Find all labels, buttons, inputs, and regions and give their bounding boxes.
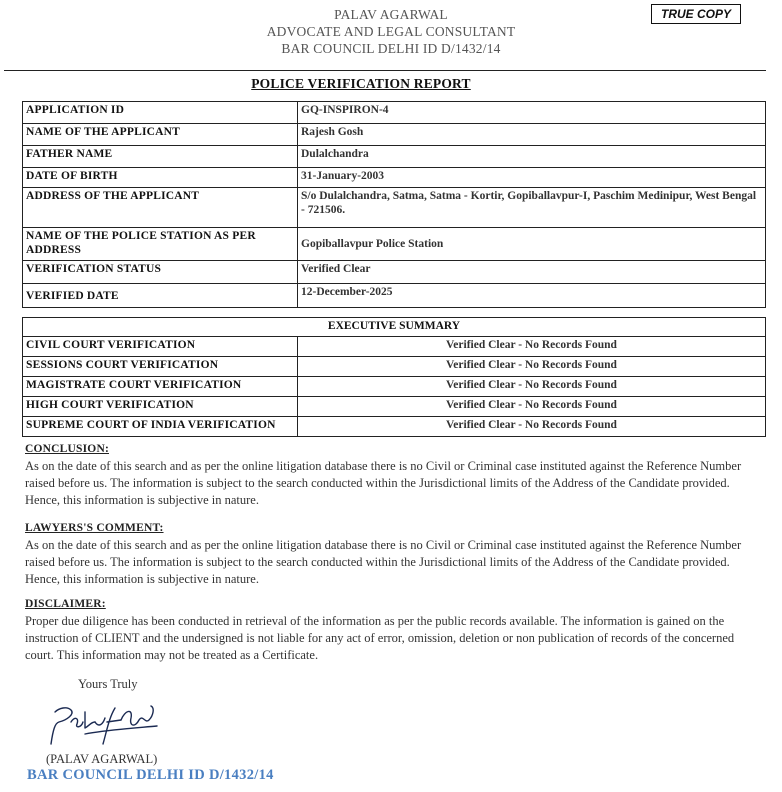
court-result: Verified Clear - No Records Found: [298, 417, 766, 437]
row-label: VERIFIED DATE: [23, 284, 298, 308]
conclusion-title: CONCLUSION:: [25, 443, 109, 455]
true-copy-stamp: TRUE COPY: [651, 4, 741, 24]
court-label: CIVIL COURT VERIFICATION: [23, 337, 298, 357]
row-value: Dulalchandra: [298, 146, 766, 168]
court-label: SUPREME COURT OF INDIA VERIFICATION: [23, 417, 298, 437]
conclusion-text: As on the date of this search and as per the online litigation database there is no Civil or Criminal case instituted against the Reference Number raised before us. The information is subject to the search conducted within the Jurisdictional limits of the Address of the Candidate provided. Hence, this information is subjective in nature.: [25, 459, 742, 507]
table-row: [23, 337, 766, 357]
disclaimer-section: [25, 596, 763, 664]
lawyers-comment-title: LAWYERS'S COMMENT:: [25, 522, 164, 534]
court-label: MAGISTRATE COURT VERIFICATION: [23, 377, 298, 397]
table-row: [23, 146, 766, 168]
table-row: [23, 284, 766, 308]
court-result: Verified Clear - No Records Found: [298, 357, 766, 377]
advocate-designation: ADVOCATE AND LEGAL CONSULTANT: [266, 24, 516, 39]
footer-bar-council-id: BAR COUNCIL DELHI ID D/1432/14: [27, 767, 274, 783]
row-value: GQ-INSPIRON-4: [298, 102, 766, 124]
table-row: [23, 261, 766, 284]
row-value: 12-December-2025: [298, 284, 766, 308]
handwritten-signature: [45, 700, 165, 750]
row-label: DATE OF BIRTH: [23, 168, 298, 188]
table-row: [23, 228, 766, 261]
row-value: Gopiballavpur Police Station: [298, 228, 766, 261]
row-label: NAME OF THE POLICE STATION AS PER ADDRESS: [23, 228, 298, 261]
summary-title: EXECUTIVE SUMMARY: [23, 318, 766, 337]
table-row: [23, 417, 766, 437]
court-result: Verified Clear - No Records Found: [298, 377, 766, 397]
table-row: [23, 168, 766, 188]
row-value: Verified Clear: [298, 261, 766, 284]
row-value: S/o Dulalchandra, Satma, Satma - Kortir, Gopiballavpur-I, Paschim Medinipur, West Bengal - 721506.: [298, 188, 766, 228]
lawyers-comment-text: As on the date of this search and as per the online litigation database there is no Civil or Criminal case instituted against the Reference Number raised before us. The information is subject to the search conducted within the Jurisdictional limits of the Address of the Candidate provided. Hence, this information is subjective in nature.: [25, 538, 742, 586]
row-label: APPLICATION ID: [23, 102, 298, 124]
court-result: Verified Clear - No Records Found: [298, 397, 766, 417]
header-divider: [4, 70, 766, 71]
disclaimer-title: DISCLAIMER:: [25, 598, 106, 610]
disclaimer-text: Proper due diligence has been conducted in retrieval of the information as per the public records available. The information is gained on the instruction of CLIENT and the undersigned is not liable for any act of error, omission, deletion or non publication of records of the concerned court. This information may not be treated as a Certificate.: [25, 614, 735, 662]
table-row: [23, 102, 766, 124]
table-row: [23, 377, 766, 397]
advocate-name: PALAV AGARWAL: [334, 7, 448, 22]
table-row: [23, 124, 766, 146]
table-row: [23, 357, 766, 377]
signatory-name: (PALAV AGARWAL): [46, 752, 158, 766]
row-value: 31-January-2003: [298, 168, 766, 188]
row-label: FATHER NAME: [23, 146, 298, 168]
executive-summary-table: [22, 317, 766, 437]
row-value: Rajesh Gosh: [298, 124, 766, 146]
conclusion-section: [25, 441, 763, 509]
summary-header-row: [23, 318, 766, 337]
salutation: Yours Truly: [78, 677, 138, 691]
report-title: POLICE VERIFICATION REPORT: [251, 76, 471, 91]
row-label: NAME OF THE APPLICANT: [23, 124, 298, 146]
row-label: ADDRESS OF THE APPLICANT: [23, 188, 298, 228]
applicant-details-table: [22, 101, 766, 308]
row-label: VERIFICATION STATUS: [23, 261, 298, 284]
table-row: [23, 397, 766, 417]
court-label: SESSIONS COURT VERIFICATION: [23, 357, 298, 377]
court-result: Verified Clear - No Records Found: [298, 337, 766, 357]
bar-council-id: BAR COUNCIL DELHI ID D/1432/14: [281, 41, 501, 56]
court-label: HIGH COURT VERIFICATION: [23, 397, 298, 417]
lawyers-comment-section: [25, 520, 763, 588]
table-row: [23, 188, 766, 228]
